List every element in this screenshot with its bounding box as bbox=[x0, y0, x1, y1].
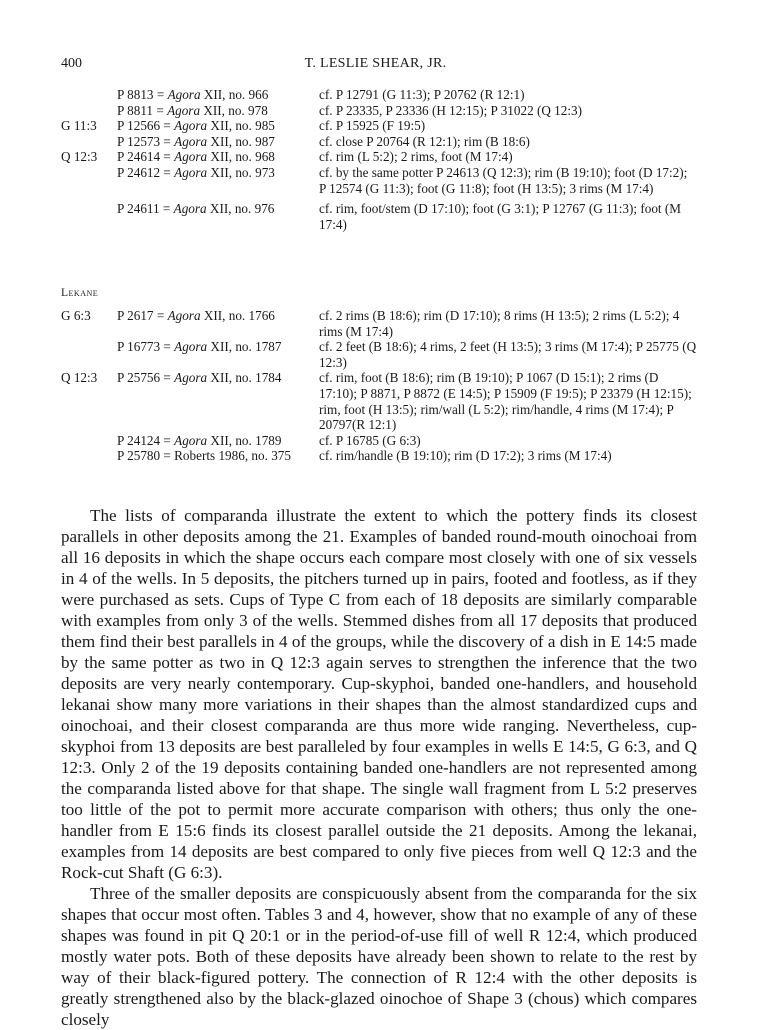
agora-title: Agora bbox=[174, 133, 208, 149]
vessel-reference bbox=[117, 201, 319, 232]
vessel-reference bbox=[117, 165, 319, 196]
agora-title: Agora bbox=[174, 370, 208, 386]
catalogue-number: XII, no. 1784 bbox=[207, 370, 282, 386]
comparanda: cf. P 15925 (F 19:5) bbox=[319, 118, 426, 134]
vessel-id: P 8813 = bbox=[117, 87, 168, 102]
catalogue-number: XII, no. 973 bbox=[207, 164, 275, 180]
deposit-label bbox=[61, 201, 117, 232]
vessel-id: P 12573 = bbox=[117, 133, 175, 149]
vessel-id: P 25756 = bbox=[117, 370, 175, 386]
catalogue-number: XII, no. 987 bbox=[207, 133, 275, 149]
catalogue-number: XII, no. 968 bbox=[207, 149, 275, 165]
vessel-id: P 12566 = bbox=[117, 118, 175, 134]
agora-title: Agora bbox=[167, 308, 201, 323]
comparanda: cf. 2 rims (B 18:6); rim (D 17:10); 8 rims (H 13:5); 2 rims (L 5:2); 4 rims (M 17:4) bbox=[319, 308, 680, 339]
table-row bbox=[61, 134, 697, 150]
comparanda: cf. rim (L 5:2); 2 rims, foot (M 17:4) bbox=[319, 149, 513, 165]
comparanda: cf. rim, foot/stem (D 17:10); foot (G 3:1); P 12767 (G 11:3); foot (M 17:4) bbox=[319, 201, 681, 232]
agora-title: Agora bbox=[174, 432, 208, 448]
catalogue-number: XII, no. 976 bbox=[206, 201, 275, 217]
deposit-label: Q 12:3 bbox=[61, 370, 98, 386]
table-row bbox=[61, 339, 697, 370]
table-row bbox=[61, 448, 697, 464]
deposit-label: Q 12:3 bbox=[61, 149, 98, 165]
vessel-reference bbox=[117, 433, 319, 449]
comparanda: cf. 2 feet (B 18:6); 4 rims, 2 feet (H 13:5); 3 rims (M 17:4); P 25775 (Q 12:3) bbox=[319, 339, 697, 370]
vessel-reference bbox=[117, 149, 319, 165]
deposit-label bbox=[61, 103, 117, 119]
catalogue-number: XII, no. 1787 bbox=[207, 339, 282, 355]
catalogue-number: XII, no. 985 bbox=[207, 118, 275, 134]
vessel-reference bbox=[117, 118, 319, 134]
comparanda-table-1 bbox=[61, 87, 697, 232]
comparanda: cf. rim, foot (B 18:6); rim (B 19:10); P 1067 (D 15:1); 2 rims (D 17:10); P 8871, P 8872 (E 14:5); P 15909 (F 19:5); P 23379 (H 12:15); rim, foot (H 13:5); rim/wall (L 5:2); rim/handle, 4 rims (M 17:4); P 20797(R 12:1) bbox=[319, 370, 692, 433]
vessel-reference bbox=[117, 308, 319, 339]
table-row bbox=[61, 149, 697, 165]
deposit-label bbox=[61, 433, 117, 449]
vessel-reference bbox=[117, 370, 319, 432]
vessel-reference bbox=[117, 87, 319, 103]
deposit-label: G 6:3 bbox=[61, 308, 91, 323]
vessel-reference bbox=[117, 134, 319, 150]
comparanda-table-2 bbox=[61, 308, 697, 464]
deposit-label bbox=[61, 87, 117, 103]
catalogue-number: XII, no. 1766 bbox=[200, 308, 275, 323]
deposit-label bbox=[61, 339, 117, 370]
vessel-reference bbox=[117, 103, 319, 119]
deposit-label bbox=[61, 448, 117, 464]
vessel-id: P 25780 = Roberts 1986, no. 375 bbox=[117, 448, 291, 464]
table-row bbox=[61, 433, 697, 449]
agora-title: Agora bbox=[167, 87, 201, 102]
paragraph: The lists of comparanda illustrate the extent to which the pottery finds its closest parallels in other deposits among the 21. Examples of banded round-mouth oinochoai from all 16 deposits in which the shape occurs each compare most closely with one of six vessels in 4 of the wells. In 5 deposits, the pitchers turned up in pairs, footed and footless, as if they were purchased as sets. Cups of Type C from each of 18 deposits are similarly comparable with examples from only 3 of the wells. Stemmed dishes from all 17 deposits that produced them find their best parallels in 4 of the groups, while the discovery of a dish in E 14:5 made by the same potter as two in Q 12:3 again serves to strengthen the inference that the two deposits are very nearly contemporary. Cup-skyphoi, banded one-handlers, and household lekanai show many more variations in their shapes than the almost standardized cups and oinochoai, and their closest comparanda are thus more wide ranging. Nevertheless, cup-skyphoi from 13 deposits are best paralleled by four examples in wells E 14:5, G 6:3, and Q 12:3. Only 2 of the 19 deposits containing banded one-handlers are not represented among the comparanda listed above for that shape. The single wall fragment from L 5:2 preserves too little of the pot to permit more accurate comparison with others; thus only the one-handler from E 15:6 finds its closest parallel outside the 21 deposits. Among the lekanai, examples from 14 deposits are best compared to only five pieces from well Q 12:3 and the Rock-cut Shaft (G 6:3). bbox=[61, 506, 697, 882]
vessel-id: P 24124 = bbox=[117, 432, 175, 448]
table-row bbox=[61, 87, 697, 103]
deposit-label bbox=[61, 165, 117, 196]
vessel-id: P 8811 = bbox=[117, 102, 168, 118]
table-row bbox=[61, 165, 697, 196]
comparanda: cf. P 12791 (G 11:3); P 20762 (R 12:1) bbox=[319, 87, 525, 102]
catalogue-number: XII, no. 978 bbox=[200, 102, 268, 118]
running-head: T. LESLIE SHEAR, JR. bbox=[304, 56, 447, 71]
comparanda: cf. P 23335, P 23336 (H 12:15); P 31022 (Q 12:3) bbox=[319, 102, 583, 118]
table-row bbox=[61, 118, 697, 134]
agora-title: Agora bbox=[173, 201, 207, 217]
vessel-id: P 24612 = bbox=[117, 164, 175, 180]
table-row bbox=[61, 370, 697, 432]
comparanda: cf. close P 20764 (R 12:1); rim (B 18:6) bbox=[319, 133, 530, 149]
agora-title: Agora bbox=[174, 149, 208, 165]
vessel-reference bbox=[117, 339, 319, 370]
table-row bbox=[61, 103, 697, 119]
agora-title: Agora bbox=[174, 164, 208, 180]
page-header bbox=[61, 56, 690, 74]
table-row bbox=[61, 308, 697, 339]
body-text bbox=[61, 505, 697, 1030]
table-row bbox=[61, 201, 697, 232]
comparanda: cf. P 16785 (G 6:3) bbox=[319, 432, 421, 448]
catalogue-number: XII, no. 966 bbox=[200, 87, 269, 102]
page-number: 400 bbox=[61, 56, 82, 71]
section-heading-lekane: Lekane bbox=[61, 287, 99, 299]
comparanda: cf. by the same potter P 24613 (Q 12:3); rim (B 19:10); foot (D 17:2); P 12574 (G 11:3); foot (G 11:8); foot (H 13:5); 3 rims (M 17:4) bbox=[319, 164, 688, 196]
vessel-id: P 24614 = bbox=[117, 149, 175, 165]
deposit-label: G 11:3 bbox=[61, 118, 97, 134]
catalogue-number: XII, no. 1789 bbox=[207, 432, 282, 448]
deposit-label bbox=[61, 134, 117, 150]
vessel-id: P 16773 = bbox=[117, 339, 175, 355]
paragraph: Three of the smaller deposits are conspicuously absent from the comparanda for the six shapes that occur most often. Tables 3 and 4, however, show that no example of any of these shapes was found in pit Q 20:1 or in the period-of-use fill of well R 12:4, which produced mostly water pots. Both of these deposits have already been shown to relate to the rest by way of their black-figured pottery. The connection of R 12:4 with the other deposits is greatly strengthened also by the black-glazed oinochoe of Shape 3 (chous) which compares closely bbox=[61, 884, 697, 1029]
agora-title: Agora bbox=[174, 118, 208, 134]
agora-title: Agora bbox=[167, 102, 201, 118]
vessel-id: P 24611 = bbox=[117, 201, 174, 217]
agora-title: Agora bbox=[174, 339, 208, 355]
vessel-id: P 2617 = bbox=[117, 308, 168, 323]
vessel-reference bbox=[117, 448, 319, 464]
comparanda: cf. rim/handle (B 19:10); rim (D 17:2); 3 rims (M 17:4) bbox=[319, 448, 612, 464]
